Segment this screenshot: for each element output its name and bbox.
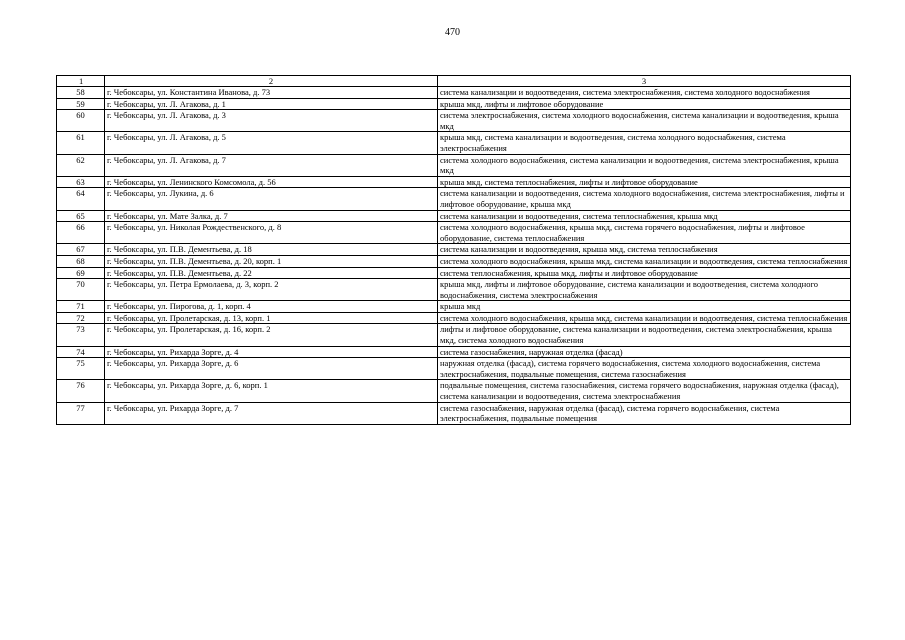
- systems-cell: система газоснабжения, наружная отделка (фасад), система горячего водоснабжения, система электроснабжения, подвальные помещения: [438, 402, 851, 424]
- header-cell-number: 1: [57, 76, 105, 87]
- systems-cell: система холодного водоснабжения, система канализации и водоотведения, система электроснабжения, крыша мкд: [438, 154, 851, 176]
- table-row: [57, 210, 851, 222]
- row-number-cell: 58: [57, 87, 105, 99]
- systems-cell: лифты и лифтовое оборудование, система канализации и водоотведения, система электроснабжения, крыша мкд, система холодного водоснабжения: [438, 324, 851, 346]
- address-cell: г. Чебоксары, ул. П.В. Дементьева, д. 22: [105, 267, 438, 279]
- table-row: [57, 267, 851, 279]
- address-cell: г. Чебоксары, ул. Л. Агакова, д. 5: [105, 132, 438, 154]
- row-number-cell: 75: [57, 358, 105, 380]
- table-row: [57, 324, 851, 346]
- address-cell: г. Чебоксары, ул. Пролетарская, д. 13, корп. 1: [105, 312, 438, 324]
- row-number-cell: 76: [57, 380, 105, 402]
- table-row: [57, 255, 851, 267]
- systems-cell: крыша мкд, система теплоснабжения, лифты и лифтовое оборудование: [438, 176, 851, 188]
- address-cell: г. Чебоксары, ул. Николая Рождественского, д. 8: [105, 222, 438, 244]
- address-cell: г. Чебоксары, ул. Константина Иванова, д. 73: [105, 87, 438, 99]
- table-row: [57, 402, 851, 424]
- systems-cell: наружная отделка (фасад), система горячего водоснабжения, система холодного водоснабжения, система электроснабжения, подвальные помещения, система газоснабжения: [438, 358, 851, 380]
- address-cell: г. Чебоксары, ул. П.В. Дементьева, д. 20, корп. 1: [105, 255, 438, 267]
- header-cell-address: 2: [105, 76, 438, 87]
- address-cell: г. Чебоксары, ул. Рихарда Зорге, д. 6: [105, 358, 438, 380]
- row-number-cell: 77: [57, 402, 105, 424]
- table-row: [57, 154, 851, 176]
- table-row: [57, 279, 851, 301]
- row-number-cell: 64: [57, 188, 105, 210]
- systems-cell: система канализации и водоотведения, крыша мкд, система теплоснабжения: [438, 244, 851, 256]
- row-number-cell: 62: [57, 154, 105, 176]
- address-cell: г. Чебоксары, ул. Пролетарская, д. 16, корп. 2: [105, 324, 438, 346]
- table-row: [57, 98, 851, 110]
- row-number-cell: 65: [57, 210, 105, 222]
- address-cell: г. Чебоксары, ул. Л. Агакова, д. 1: [105, 98, 438, 110]
- address-cell: г. Чебоксары, ул. Мате Залка, д. 7: [105, 210, 438, 222]
- systems-cell: крыша мкд, система канализации и водоотведения, система холодного водоснабжения, система электроснабжения: [438, 132, 851, 154]
- address-cell: г. Чебоксары, ул. Рихарда Зорге, д. 7: [105, 402, 438, 424]
- table-row: [57, 301, 851, 313]
- address-cell: г. Чебоксары, ул. Л. Агакова, д. 3: [105, 110, 438, 132]
- table-header-row: [57, 76, 851, 87]
- row-number-cell: 71: [57, 301, 105, 313]
- systems-cell: подвальные помещения, система газоснабжения, система горячего водоснабжения, наружная отделка (фасад), система канализации и водоотведения, система электроснабжения: [438, 380, 851, 402]
- table-row: [57, 380, 851, 402]
- row-number-cell: 73: [57, 324, 105, 346]
- row-number-cell: 68: [57, 255, 105, 267]
- row-number-cell: 59: [57, 98, 105, 110]
- systems-cell: система газоснабжения, наружная отделка (фасад): [438, 346, 851, 358]
- systems-cell: крыша мкд, лифты и лифтовое оборудование: [438, 98, 851, 110]
- table-row: [57, 244, 851, 256]
- address-cell: г. Чебоксары, ул. Рихарда Зорге, д. 4: [105, 346, 438, 358]
- table-row: [57, 358, 851, 380]
- row-number-cell: 61: [57, 132, 105, 154]
- systems-cell: крыша мкд: [438, 301, 851, 313]
- row-number-cell: 69: [57, 267, 105, 279]
- systems-cell: система канализации и водоотведения, система теплоснабжения, крыша мкд: [438, 210, 851, 222]
- row-number-cell: 70: [57, 279, 105, 301]
- systems-cell: система теплоснабжения, крыша мкд, лифты и лифтовое оборудование: [438, 267, 851, 279]
- table-row: [57, 110, 851, 132]
- row-number-cell: 74: [57, 346, 105, 358]
- table-row: [57, 132, 851, 154]
- table-row: [57, 87, 851, 99]
- address-cell: г. Чебоксары, ул. П.В. Дементьева, д. 18: [105, 244, 438, 256]
- table-row: [57, 188, 851, 210]
- systems-cell: система холодного водоснабжения, крыша мкд, система канализации и водоотведения, система теплоснабжения: [438, 255, 851, 267]
- address-cell: г. Чебоксары, ул. Петра Ермолаева, д. 3, корп. 2: [105, 279, 438, 301]
- address-cell: г. Чебоксары, ул. Ленинского Комсомола, д. 56: [105, 176, 438, 188]
- table-row: [57, 176, 851, 188]
- systems-cell: система электроснабжения, система холодного водоснабжения, система канализации и водоотведения, крыша мкд: [438, 110, 851, 132]
- address-cell: г. Чебоксары, ул. Лукина, д. 6: [105, 188, 438, 210]
- table-row: [57, 346, 851, 358]
- row-number-cell: 60: [57, 110, 105, 132]
- houses-table: [56, 75, 851, 425]
- row-number-cell: 63: [57, 176, 105, 188]
- address-cell: г. Чебоксары, ул. Рихарда Зорге, д. 6, корп. 1: [105, 380, 438, 402]
- systems-cell: крыша мкд, лифты и лифтовое оборудование, система канализации и водоотведения, система холодного водоснабжения, система электроснабжения: [438, 279, 851, 301]
- address-cell: г. Чебоксары, ул. Пирогова, д. 1, корп. 4: [105, 301, 438, 313]
- systems-cell: система канализации и водоотведения, система электроснабжения, система холодного водоснабжения: [438, 87, 851, 99]
- header-cell-systems: 3: [438, 76, 851, 87]
- systems-cell: система холодного водоснабжения, крыша мкд, система канализации и водоотведения, система теплоснабжения: [438, 312, 851, 324]
- table-row: [57, 312, 851, 324]
- page-number: 470: [445, 27, 460, 38]
- systems-cell: система канализации и водоотведения, система холодного водоснабжения, система электроснабжения, лифты и лифтовое оборудование, крыша мкд: [438, 188, 851, 210]
- address-cell: г. Чебоксары, ул. Л. Агакова, д. 7: [105, 154, 438, 176]
- systems-cell: система холодного водоснабжения, крыша мкд, система горячего водоснабжения, лифты и лифтовое оборудование, система теплоснабжения: [438, 222, 851, 244]
- row-number-cell: 66: [57, 222, 105, 244]
- table-row: [57, 222, 851, 244]
- row-number-cell: 67: [57, 244, 105, 256]
- row-number-cell: 72: [57, 312, 105, 324]
